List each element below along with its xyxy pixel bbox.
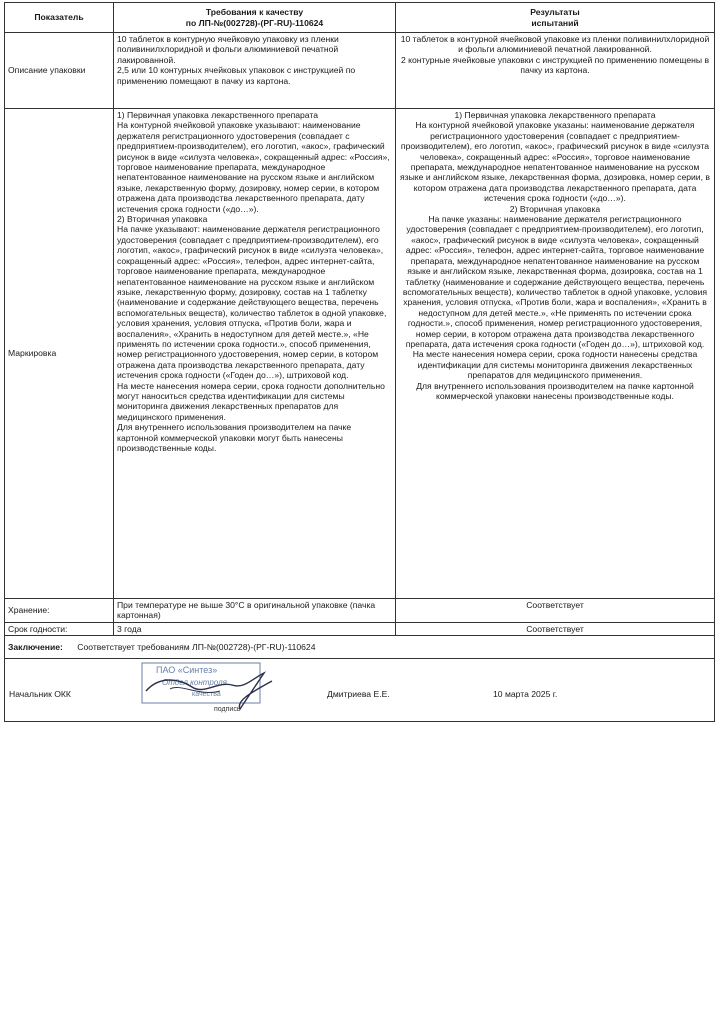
stamp-line-3: качества <box>192 691 221 699</box>
shelf-life-requirement: 3 года <box>114 623 396 636</box>
table-row-storage <box>5 599 715 623</box>
signature-date: 10 марта 2025 г. <box>493 689 558 700</box>
header-requirements: Требования к качеству по ЛП-№(002728)-(РГ-RU)-110624 <box>114 3 396 33</box>
signatory-name: Дмитриева Е.Е. <box>327 689 390 700</box>
marking-result: 1) Первичная упаковка лекарственного препарата На контурной ячейковой упаковке указаны: наименование держателя регистрационного удостоверения (совпадает с предприятием-производителем), его логотип, «акос», графический рисунок в виде «силуэта человека», сокращенный адрес: «Россия», торговое наименование препарата, международное непатентованное наименование на русском языке и английском языке, лекарственная форма, дозировка, номер серии, в котором отражена дата производства лекарственного препарата, дата истечения срока годности («до…»). 2) Вторичная упаковка На пачке указаны: наименование держателя регистрационного удостоверения (совпадает с предприятием-производителем), его логотип, «акос», графический рисунок в виде «силуэта человека», сокращенный адрес: «Россия», телефон, адрес интернет-сайта, торговое наименование препарата, международное непатентованное наименование на русском языке и английском языке, лекарственная форма, дозировка, состав на 1 таблетку (наименование и содержание действующего вещества, перечень вспомогательных веществ), количество таблеток в одной упаковке, условия хранения, условия отпуска, «Против боли, жара и воспаления», «Хранить в недоступном для детей месте.», «Не применять по истечении срока годности.», способ применения, номер регистрационного удостоверения, номер серии, в котором отражена дата производства лекарственного препарата, дата истечения срока годности («Годен до…»), штриховой код. На месте нанесения номера серии, срока годности нанесены средства идентификации для системы мониторинга движения лекарственных препаратов для медицинского применения. Для внутреннего использования производителем на пачке картонной коммерческой упаковки нанесены производственные коды. <box>396 109 715 599</box>
signature-caption: подпись <box>214 706 241 714</box>
conclusion-text: Соответствует требованиям ЛП-№(002728)-(РГ-RU)-110624 <box>77 642 316 653</box>
packaging-label: Описание упаковки <box>5 33 114 109</box>
header-indicator: Показатель <box>5 3 114 33</box>
table-row-shelf-life <box>5 623 715 636</box>
storage-result: Соответствует <box>396 599 715 623</box>
table-header-row <box>5 3 715 33</box>
storage-label: Хранение: <box>5 599 114 623</box>
stamp-line-1: ПАО «Синтез» <box>156 665 218 676</box>
stamp-and-signature-icon <box>140 661 280 713</box>
shelf-life-result: Соответствует <box>396 623 715 636</box>
quality-certificate-document <box>4 2 714 722</box>
signatory-title: Начальник ОКК <box>9 689 71 700</box>
shelf-life-label: Срок годности: <box>5 623 114 636</box>
header-results: Результаты испытаний <box>396 3 715 33</box>
conclusion-row <box>5 636 715 659</box>
marking-label: Маркировка <box>5 109 114 599</box>
marking-requirement: 1) Первичная упаковка лекарственного препарата На контурной ячейковой упаковке указывают: наименование держателя регистрационного удостоверения (совпадает с предприятием-производителем), его логотип, «акос», графический рисунок в виде «силуэта человека», сокращенный адрес: «Россия», торговое наименование препарата, международное непатентованное наименование на русском языке и английском языке, лекарственную форму, дозировку, номер серии, в котором отражена дата производства лекарственного препарата, дату истечения срока годности («до…»). 2) Вторичная упаковка На пачке указывают: наименование держателя регистрационного удостоверения (совпадает с предприятием-производителем), его логотип, «акос», графический рисунок в виде «силуэта человека», сокращенный адрес: «Россия», телефон, адрес интернет-сайта, торговое наименование препарата, международное непатентованное наименование на русском языке и английском языке, лекарственную форму, дозировку, состав на 1 таблетку (наименование и содержание действующего вещества, перечень вспомогательных веществ), количество таблеток в одной упаковке, условия хранения, условия отпуска, «Против боли, жара и воспаления», «Хранить в недоступном для детей месте.», «Не применять по истечении срока годности.», способ применения, номер регистрационного удостоверения, номер серии, в котором отражена дата производства лекарственного препарата, дату истечения срока годности («Годен до…»), штриховой код. На месте нанесения номера серии, срока годности дополнительно могут наноситься средства идентификации для системы мониторинга движения лекарственных препаратов для медицинского применения. Для внутреннего использования производителем на пачке картонной коммерческой упаковки могут быть нанесены производственные коды. <box>114 109 396 599</box>
stamp-line-2: Отдел контроля <box>162 678 227 688</box>
signature-row <box>5 659 715 722</box>
packaging-requirement: 10 таблеток в контурную ячейковую упаковку из пленки поливинилхлоридной и фольги алюминиевой печатной лакированной. 2,5 или 10 контурных ячейковых упаковок с инструкцией по применению помещают в пачку из картона. <box>114 33 396 109</box>
quality-table <box>4 2 715 722</box>
storage-requirement: При температуре не выше 30°C в оригинальной упаковке (пачка картонная) <box>114 599 396 623</box>
table-row-marking <box>5 109 715 599</box>
conclusion-label: Заключение: <box>8 642 63 653</box>
packaging-result: 10 таблеток в контурной ячейковой упаковке из пленки поливинилхлоридной и фольги алюминиевой печатной лакированной. 2 контурные ячейковые упаковки с инструкцией по применению помещены в пачку из картона. <box>396 33 715 109</box>
table-row-packaging <box>5 33 715 109</box>
